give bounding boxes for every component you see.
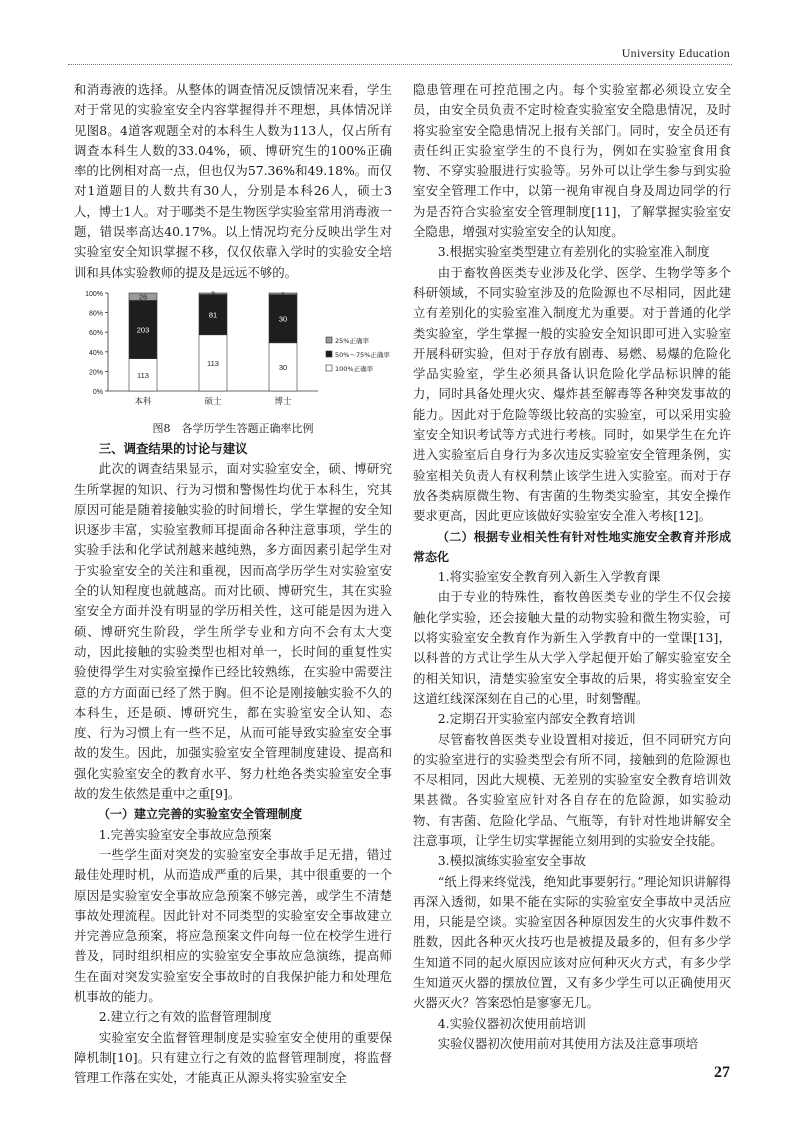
paragraph: 此次的调查结果显示，面对实验室安全，硕、博研究生所掌握的知识、行为习惯和警惕性均优于本科生，究其原因可能是随着接触实验的时间增长，学生掌握的安全知识逐步丰富，实验室教师耳提面命各种注意事项，学生的实验手法和化学试剂越来越纯熟，多方面因素引起学生对于实验室安全的关注和重视，因而高学历学生对实验室安全的认知程度也就越高。而对比硕、博研究生，其在实验室安全方面并没有明显的学历相关性，这可能是因为进入硕、博研究生阶段，学生所学专业和方向不会有太大变动，因此接触的实验类型也相对单一，长时间的重复性实验使得学生对实验室操作已经比较熟练，在实验中需要注意的方方面面已经了然于胸。但不论是刚接触实验不久的本科生，还是硕、博研究生，都在实验室安全认知、态度、行为习惯上有一些不足，从而可能导致实验室安全事故的发生。因此，加强实验室安全管理制度建设、提高和强化实验室安全的教育水平、努力杜绝各类实验室安全事故的发生依然是重中之重[9]。: [74, 461, 392, 802]
item-heading: 1.将实验室安全教育列入新生入学教育课: [437, 569, 661, 585]
x-tick-label: 硕士: [204, 396, 222, 407]
legend-label: 25%正确率: [335, 336, 369, 345]
right-column: [413, 80, 731, 1054]
x-tick-label: 博士: [274, 396, 292, 407]
item-heading: 4.实验仪器初次使用前培训: [437, 1015, 586, 1031]
data-label: 30: [278, 314, 288, 324]
legend-label: 50%～75%正确率: [335, 350, 390, 359]
paragraph: “纸上得来终觉浅，绝知此事要躬行。”理论知识讲解得再深入透彻，如果不能在实际的实验室安全事故中灵活应用，只能是空谈。实验室因各种原因发生的火灾事件数不胜数，因此各种灭火技巧也是被提及最多的，但有多少学生知道不同的起火原因应该对应何种灭火方式，有多少学生知道灭火器的摆放位置，又有多少学生可以正确使用灭火器灭火？答案恐怕是寥寥无几。: [413, 873, 731, 1011]
paragraph: 隐患管理在可控范围之内。每个实验室都必须设立安全员，由安全员负责不定时检查实验室安全隐患情况，及时将实验室安全隐患情况上报有关部门。同时，安全员还有责任纠正实验室学生的不良行为，例如在实验室食用食物、不穿实验服进行实验等。另外可以让学生参与到实验室安全管理工作中，以第一视角审视自身及周边同学的行为是否符合实验室安全管理制度[11]，了解掌握实验室安全隐患，增强对实验室安全的认知度。: [413, 82, 731, 240]
data-label: 81: [208, 310, 218, 320]
paragraph: 一些学生面对突发的实验室安全事故手足无措，错过最佳处理时机，从而造成严重的后果，其中很重要的一个原因是实验室安全事故应急预案不够完善，或学生不清楚事故处理流程。因此针对不同类型的实验室安全事故建立并完善应急预案，将应急预案文件向每一位在校学生进行普及，同时组织相应的实验室安全事故应急演练，提高师生在面对突发实验室安全事故时的自我保护能力和处理危机事故的能力。: [74, 846, 392, 1004]
y-tick-label: 100%: [85, 290, 103, 298]
subsection-heading: （二）根据专业相关性有针对性地实施安全教育并形成常态化: [413, 529, 731, 564]
paragraph: 和消毒液的选择。从整体的调查情况反馈情况来看，学生对于常见的实验室安全内容掌握得并不理想，具体情况详见图8。4道客观题全对的本科生人数为113人，仅占所有调查本科生人数的33.04%，硕、博研究生的100%正确率的比例相对高一点，但也仅为57.36%和49.18%。而仅对1道题目的人数共有30人，分别是本科26人，硕士3人，博士1人。对于哪类不是生物医学实验室常用消毒液一题，错误率高达40.17%。以上情况均充分反映出学生对实验室安全知识掌握不移，仅仅依靠入学时的实验安全培训和具体实验教师的提及是远远不够的。: [74, 82, 392, 280]
data-label: 1: [280, 289, 286, 299]
item-heading: 2.建立行之有效的监督管理制度: [98, 1009, 272, 1025]
data-label: 30: [278, 362, 288, 372]
legend-swatch: [326, 365, 332, 371]
y-tick-label: 80%: [88, 310, 103, 318]
data-label: 113: [137, 370, 149, 380]
paragraph: 由于畜牧兽医类专业涉及化学、医学、生物学等多个科研领域，不同实验室涉及的危险源也不尽相同，因此建立有差别化的实验室准入制度尤为重要。对于普通的化学类实验室，学生掌握一般的实验安全知识即可进入实验室开展科研实验，但对于存放有剧毒、易燃、易爆的危险化学品实验室，学生必须具备认识危险化学品标识牌的能力，同时具备处理火灾、爆炸甚至解毒等各种突发事故的能力。因此对于危险等级比较高的实验室，可以采用实验室安全知识考试等方式进行考核。同时，如果学生在允许进入实验室后自身行为多次违反实验室安全管理条例，实验室相关负责人有权利禁止该学生进入实验室。而对于存放各类病原微生物、有害菌的生物类实验室，其安全操作要求更高，因此更应该做好实验室安全准入考核[12]。: [413, 264, 731, 524]
paragraph: 由于专业的特殊性，畜牧兽医类专业的学生不仅会接触化学实验，还会接触大量的动物实验和微生物实验，可以将实验室安全教育作为新生入学教育中的一堂课[13]，以科普的方式让学生从大学入学起便开始了解实验室安全的相关知识，清楚实验室安全事故的后果，将实验室安全这道红线深深刻在自己的心里，时刻警醒。: [413, 589, 731, 706]
item-heading: 2.定期召开实验室内部安全教育培训: [437, 711, 636, 727]
y-tick-label: 60%: [88, 330, 103, 338]
journal-header: University Education: [621, 46, 730, 60]
item-heading: 3.根据实验室类型建立有差别化的实验室准入制度: [437, 244, 710, 260]
stacked-bar-chart: [74, 287, 392, 419]
data-label: 3: [210, 289, 216, 299]
x-tick-label: 本科: [134, 396, 152, 407]
legend-swatch: [326, 337, 332, 343]
item-heading: 1.完善实验室安全事故应急预案: [98, 826, 272, 842]
paragraph: 尽管畜牧兽医类专业设置相对接近，但不同研究方向的实验室进行的实验类型会有所不同，接触到的危险源也不尽相同，因此大规模、无差别的实验室安全教育培训效果甚微。各实验室应针对各自存在的危险源，如实验动物、有害菌、危险化学品、气瓶等，有针对性地讲解安全注意事项，让学生切实掌握能立刻用到的实验安全技能。: [413, 731, 731, 848]
y-tick-label: 20%: [88, 369, 103, 377]
data-label: 26: [138, 292, 148, 302]
data-label: 203: [136, 325, 150, 335]
left-column: [74, 80, 392, 1088]
figure-8: [74, 287, 392, 419]
legend-label: 100%正确率: [335, 364, 374, 373]
header-rule: [68, 64, 732, 65]
section-heading: 三、调查结果的讨论与建议: [98, 440, 248, 456]
legend-swatch: [326, 351, 332, 357]
item-heading: 3.模拟演练实验室安全事故: [437, 853, 586, 869]
paragraph: 实验仪器初次使用前对其使用方法及注意事项培: [437, 1035, 698, 1051]
paragraph: 实验室安全监督管理制度是实验室安全使用的重要保障机制[10]。只有建立行之有效的监督管理制度，将监督管理工作落在实处，才能真正从源头将实验室安全: [74, 1029, 392, 1086]
y-tick-label: 0%: [92, 388, 103, 396]
figure-caption: 图8 各学历学生答题正确率比例: [152, 421, 314, 435]
y-tick-label: 40%: [88, 349, 103, 357]
data-label: 113: [207, 358, 219, 368]
page-number: 27: [714, 1064, 730, 1081]
subsection-heading: （一）建立完善的实验室安全管理制度: [98, 807, 303, 822]
